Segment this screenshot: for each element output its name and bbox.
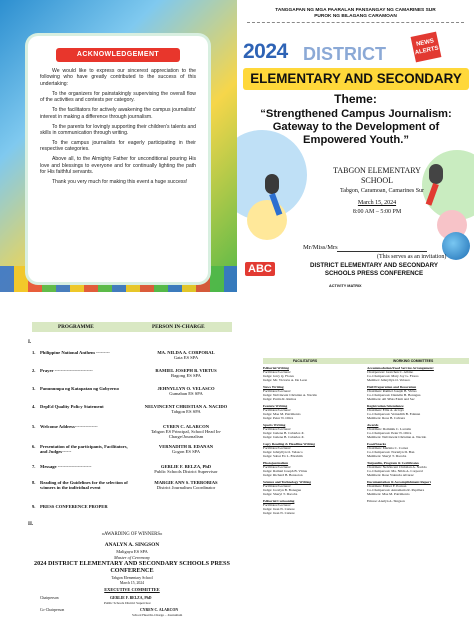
item-number: 2. bbox=[32, 368, 36, 373]
committee-row: Judge: Mr. Victoria A. De Leon bbox=[263, 378, 308, 383]
item-title: Presentation of the participants, Facilitators, and Judges------ bbox=[40, 444, 128, 455]
committee-block bbox=[263, 385, 367, 401]
committee-row: Co-Chairperson: Peter N. Oliva bbox=[367, 431, 412, 436]
committee-row: Judge: Juan N. Catiere bbox=[263, 506, 295, 511]
person-name: GERLIE F. BELZA, PhD bbox=[160, 464, 212, 469]
committee-row: Facilitator/Lecturer: bbox=[263, 445, 292, 450]
item-number: 1. bbox=[32, 350, 36, 355]
microphone-icon bbox=[251, 170, 291, 220]
ack-paragraph: To the organizers for painstakingly supervising the overall flow of the activities and contests per category. bbox=[40, 90, 196, 104]
committee-row: Judge: Jerry Q. Flores bbox=[263, 374, 294, 379]
committee-block bbox=[367, 404, 471, 420]
committee-row: Facilitator/Lecturer: bbox=[263, 502, 292, 507]
committee-row: Judge: Sheryl T. Dacoba bbox=[263, 492, 298, 497]
flyer-header-line1: TANGGAPAN NG MGA PAARALAN PANSANGAY NG CAMARINES SUR bbox=[275, 8, 436, 13]
footer-date: March 15, 2024 bbox=[119, 581, 145, 585]
flyer-date: March 15, 2024 bbox=[357, 200, 397, 206]
committee-block bbox=[263, 442, 367, 458]
committee-block bbox=[367, 499, 471, 503]
committee-title: Hall Preparation and Decoration bbox=[367, 384, 417, 389]
committee-row: Judge: Mae M. Patrimonio bbox=[263, 412, 301, 417]
committee-row: Member: Jehnyllyn O. Velasco bbox=[367, 378, 411, 383]
committee-row: Emcee: Analyn A. Singson bbox=[367, 498, 405, 503]
committee-title: Editorial Writing bbox=[263, 366, 290, 370]
committee-row: Chairman: Ramiel Joseph B. Virtus bbox=[367, 389, 417, 394]
acknowledgement-card bbox=[28, 36, 208, 282]
acknowledgement-body bbox=[40, 68, 196, 189]
committee-block bbox=[367, 423, 471, 439]
committee-title: Registration/Attendance bbox=[367, 403, 404, 408]
item-title: Message ---------------------- bbox=[40, 464, 92, 469]
acknowledgement-title: ACKNOWLEDGEMENT bbox=[56, 48, 180, 62]
person-role: Tabgon ES SPA bbox=[171, 409, 201, 415]
committee-row: Facilitator/Lecturer: bbox=[263, 389, 292, 394]
flyer-theme-label: Theme: bbox=[334, 92, 377, 106]
committee-row: Facilitator/Lecturer: bbox=[263, 427, 292, 431]
committee-block bbox=[367, 442, 471, 458]
committee-row: Facilitator/Lecturer: bbox=[263, 370, 292, 375]
person-name: RAMIEL JOSEPH B. VIRTUS bbox=[155, 368, 217, 373]
person-name: MARGIE ANN S. TERROBIAS bbox=[154, 480, 218, 485]
flyer-header-line2: PUROK NG BILAGANG CARAMOAN bbox=[314, 14, 397, 19]
item-person bbox=[140, 368, 232, 378]
committee-block bbox=[263, 499, 367, 515]
committee-title: Food/Snacks bbox=[367, 441, 387, 446]
committee-title: News Writing bbox=[263, 384, 284, 389]
committee-title: Tarpaulin, Program & Certificates bbox=[367, 460, 419, 465]
emcee-school: Maligaya ES SPA bbox=[116, 549, 148, 554]
cochair-name: CYREN C. ALARCON bbox=[140, 608, 179, 612]
committee-title: Science and Technology Writing bbox=[263, 479, 312, 484]
committee-row: Co-Chairperson: Norielyn D. Ban bbox=[367, 450, 415, 455]
committee-row: Members: Nelvincent Christian A. Nacido bbox=[367, 435, 427, 440]
person-name: VERNADITH B. EDANAN bbox=[158, 444, 214, 449]
committee-row: Judge: Jaslene B. Cabarles Jr. bbox=[263, 431, 305, 436]
flyer-year: 2024 bbox=[243, 40, 288, 63]
committee-row: Members: Rose Valencia Alvarez bbox=[367, 473, 414, 478]
committee-row: Judge: Sabar Ex L. Ebrahim bbox=[263, 454, 303, 459]
item-person bbox=[140, 464, 232, 474]
committee-title: Documentation & Accomplishment Report bbox=[367, 479, 431, 484]
emcee-role: Master of Ceremony bbox=[114, 555, 150, 560]
committee-row: Co-Chairperson: Ma. Nilda A. Corporal bbox=[367, 469, 423, 474]
committee-row: Judge: Richard B. Bonsoton bbox=[263, 473, 303, 478]
committee-row: Members: All SPAs Elem and Sec bbox=[367, 397, 415, 402]
person-role: Bagong ES SPA bbox=[171, 373, 201, 379]
committee-row: Judge: Nelvincent Christian A. Nacido bbox=[263, 393, 318, 398]
col-person: PERSON IN-CHARGE bbox=[152, 324, 205, 330]
flyer-conference-banner bbox=[247, 262, 471, 286]
item-title: DepEd Quality Policy Statement bbox=[40, 404, 104, 409]
committee-row: Judge: Purita R. Ramos bbox=[263, 397, 297, 402]
committees-header-row bbox=[263, 358, 469, 364]
person-name: JEHNYLLYN O. VELASCO bbox=[157, 386, 215, 391]
event-flyer bbox=[237, 0, 474, 292]
committee-row: Chairman: Nelvincent Christian A. Nacido bbox=[367, 464, 427, 469]
working-committees-column bbox=[367, 366, 471, 505]
col-facilitators: FACILITATORS bbox=[293, 359, 318, 363]
committee-title: Sports Writing bbox=[263, 422, 286, 427]
committee-block bbox=[367, 480, 471, 496]
ack-paragraph: To the parents for lovingly supporting their children's talents and skills in communication through writing. bbox=[40, 123, 196, 137]
flyer-addressee: Mr/Miss/Mrs bbox=[303, 244, 338, 251]
committee-row: Chairman: Marinia C. Cortez bbox=[367, 445, 409, 450]
committee-row: Co-Chairperson: Danielle B. Bonagua bbox=[367, 393, 421, 398]
chairperson-label: Chairperson bbox=[40, 596, 59, 600]
committee-block bbox=[263, 423, 367, 439]
item-number: 6. bbox=[32, 444, 36, 449]
committee-block bbox=[367, 366, 471, 382]
banner-line1: DISTRICT ELEMENTARY AND SECONDARY bbox=[310, 262, 438, 269]
col-working-committees: WORKING COMMITTEES bbox=[393, 359, 434, 363]
flyer-venue-school bbox=[317, 166, 437, 186]
item-title: Philippine National Anthem --------- bbox=[40, 350, 110, 355]
flyer-district: DISTRICT bbox=[303, 44, 386, 64]
person-name: MA. NILDA A. CORPORAL bbox=[157, 350, 215, 355]
committee-row: Judge: Jehnyllyn O. Velasco bbox=[263, 450, 303, 455]
committee-row: Chairman: Ember F. Pornon bbox=[367, 483, 407, 488]
committee-row: Judge: Peter N. Oliva bbox=[263, 416, 294, 421]
item-number: 8. bbox=[32, 480, 36, 485]
item-person bbox=[140, 480, 232, 490]
programme-header-row bbox=[32, 322, 232, 332]
item-person bbox=[140, 386, 232, 396]
emcee-name: ANALYN A. SINGSON bbox=[104, 542, 160, 548]
flyer-location: Tabgon, Caramoan, Camarines Sur bbox=[339, 188, 425, 194]
chairperson-name: GERLIE F. BELZA, PhD bbox=[110, 596, 152, 600]
chairperson-role: Public Schools District Supervisor bbox=[104, 601, 151, 605]
person-role: Gumaban ES SPA bbox=[169, 391, 203, 397]
section-number: II. bbox=[28, 522, 34, 527]
flyer-invitation-note: (This serves as an invitation) bbox=[377, 254, 447, 260]
committee-block bbox=[263, 366, 367, 382]
ack-paragraph: To the campus journalists for eagerly participating in their respective categories. bbox=[40, 140, 196, 153]
ack-paragraph: Thank you very much for making this event a huge success! bbox=[52, 179, 188, 186]
item-number: 9. bbox=[32, 504, 36, 509]
committee-title: Copy Reading & Headline Writing bbox=[263, 441, 315, 446]
person-role: Gata ES SPA bbox=[173, 355, 199, 361]
school-line1: TABGON ELEMENTARY bbox=[333, 166, 421, 175]
person-role: Public Schools District Supervisor bbox=[154, 469, 218, 475]
item-person bbox=[140, 444, 232, 454]
cochair-role: School Head In-Charge – Journalism bbox=[132, 613, 183, 617]
committee-row: Members: Mae M. Patrimonio bbox=[367, 492, 410, 497]
committee-title: Accommodation/Food Service Arrangement: bbox=[367, 366, 434, 370]
cochair-label: Co-Chairperson bbox=[40, 608, 65, 612]
col-programme: PROGRAMME bbox=[58, 324, 94, 330]
committee-row: Facilitator/Lecturer: bbox=[263, 464, 292, 469]
programme-sheet bbox=[0, 300, 237, 620]
awarding-of-winners: «AWARDING OF WINNERS» bbox=[101, 532, 163, 537]
acknowledgement-panel bbox=[0, 0, 237, 292]
badge-news: NEWS bbox=[415, 38, 435, 48]
school-line2: SCHOOL bbox=[360, 176, 393, 185]
committee-row: Co-Chairperson: Annamaria R. Pupillera bbox=[367, 488, 425, 492]
flyer-header-rule bbox=[247, 22, 464, 23]
facilitators-column bbox=[263, 366, 367, 518]
person-role: Gogon ES SPA bbox=[171, 449, 201, 455]
banner-line2: SCHOOLS PRESS CONFERENCE bbox=[324, 269, 424, 277]
item-person bbox=[140, 404, 232, 414]
flyer-level-banner: ELEMENTARY AND SECONDARY bbox=[243, 68, 469, 90]
item-title: PRESS CONFERENCE PROPER bbox=[40, 504, 108, 509]
committee-row: Judge: Jocelyn B. Bonagua bbox=[263, 488, 302, 492]
committee-row: Facilitator/Lecturer: bbox=[263, 408, 292, 413]
item-number: 7. bbox=[32, 464, 36, 469]
committee-row: Chairman: Dominik C. Lacsida bbox=[367, 427, 411, 431]
committee-title: Feature Writing bbox=[263, 403, 288, 408]
committee-row: Members: Rosa B. Cabrera bbox=[367, 416, 406, 421]
committee-block bbox=[263, 480, 367, 496]
item-title: Prayer ------------------------- bbox=[40, 368, 93, 373]
person-role: District Journalism Coordinator bbox=[156, 485, 216, 491]
section-number: I. bbox=[28, 340, 32, 345]
committee-block bbox=[263, 461, 367, 477]
item-title: Reading of the Guidelines for the selection of winners in the individual event bbox=[40, 480, 128, 491]
flyer-time: 8:00 AM – 5:00 PM bbox=[352, 209, 402, 215]
item-person bbox=[140, 350, 232, 360]
addressee-line bbox=[337, 251, 427, 252]
abc-text: ABC bbox=[245, 262, 275, 276]
person-name: CYREN C. ALARCON bbox=[162, 424, 210, 429]
committee-row: Facilitator/Lecturer: bbox=[263, 483, 292, 488]
committee-row: Judge: Ramiel Joseph B. Virtus bbox=[263, 469, 307, 474]
ack-paragraph: Above all, to the Almighty Father for unconditional pouring His love and blessings to everyone and for continually lighting the path for His faithful servants. bbox=[40, 156, 196, 176]
item-person bbox=[140, 424, 232, 440]
news-alerts-badge bbox=[411, 32, 442, 63]
committee-row: Chairperson: Gretchen C. Albino bbox=[367, 370, 414, 375]
committee-title: Photojournalism bbox=[263, 460, 289, 465]
committee-title: Awards bbox=[367, 422, 379, 427]
committee-row: Judge: Jaslene B. Cabarles Jr. bbox=[263, 435, 305, 440]
committee-row: Chairman: Ellie A. Arroyo bbox=[367, 408, 405, 413]
flyer-activity-matrix: ACTIVITY MATRIX bbox=[329, 284, 362, 288]
committee-row: Members: Sheryl T. Dacoba bbox=[367, 454, 407, 459]
committee-block bbox=[367, 385, 471, 401]
committee-title: Editorial Cartooning bbox=[263, 498, 295, 503]
committee-row: Judge: Juan N. Catiere bbox=[263, 511, 295, 516]
footer-title: 2024 DISTRICT ELEMENTARY AND SECONDARY SCHOOLS PRESS CONFERENCE bbox=[34, 560, 230, 574]
item-title: Welcome Address--------------- bbox=[40, 424, 98, 429]
committee-row: Co-Chairperson: Mary Joy G. Flores bbox=[367, 374, 419, 379]
ack-paragraph: To the facilitators for actively awakening the campus journalists' interest in making a difference through journalism. bbox=[40, 107, 196, 120]
flyer-theme: “Strengthened Campus Journalism: Gateway to the Development of Empowered Youth.” bbox=[260, 108, 452, 146]
badge-alerts: ALERTS bbox=[414, 45, 440, 57]
item-number: 5. bbox=[32, 424, 36, 429]
ack-paragraph: We would like to express our sincerest appreciation to the following who have greatly contributed to the success of this undertaking: bbox=[40, 68, 196, 87]
person-role: Tabgon ES Principal, School Head In-Charge/Journalism bbox=[150, 429, 222, 440]
item-number: 3. bbox=[32, 386, 36, 391]
item-title: Panunumpa ng Katapatan ng Gobyerno bbox=[40, 386, 119, 391]
executive-committee: EXECUTIVE COMMITTEE bbox=[104, 587, 160, 592]
item-number: 4. bbox=[32, 404, 36, 409]
committee-block bbox=[263, 404, 367, 420]
committee-block bbox=[367, 461, 471, 477]
footer-school: Tabgon Elementary School bbox=[111, 576, 153, 580]
person-name: NELVINCENT CHRISTIAN A. NACIDO bbox=[144, 404, 228, 409]
committee-row: Co-Chairperson: Vernadith B. Edanan bbox=[367, 412, 421, 417]
committees-sheet bbox=[237, 300, 474, 620]
